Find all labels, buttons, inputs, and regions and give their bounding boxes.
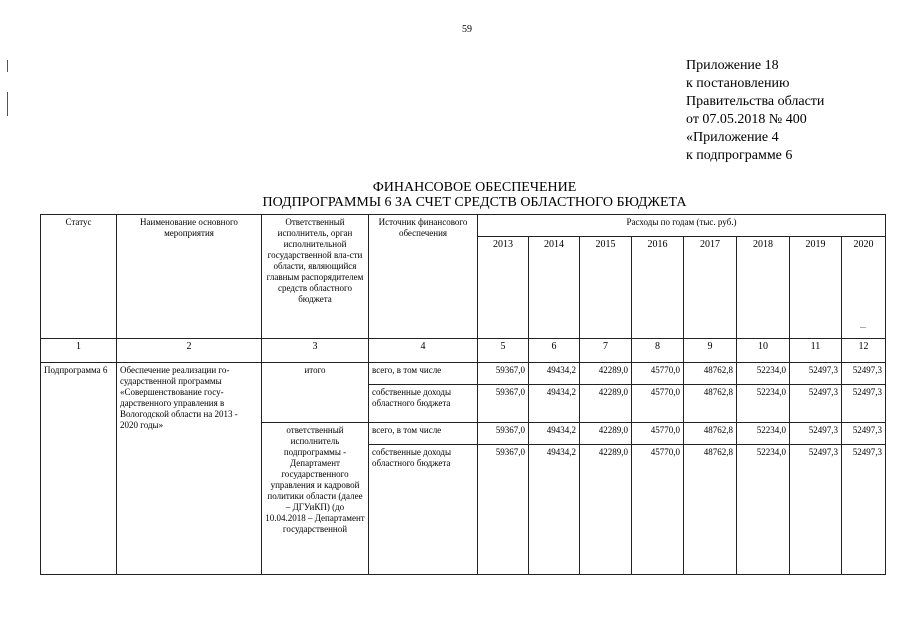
scan-margin-mark bbox=[7, 60, 8, 72]
column-number: 10 bbox=[737, 339, 790, 363]
document-subtitle: ПОДПРОГРАММЫ 6 ЗА СЧЕТ СРЕДСТВ ОБЛАСТНОГО БЮДЖЕТА bbox=[262, 195, 687, 210]
column-number: 5 bbox=[478, 339, 529, 363]
value-cell: 52497,3 bbox=[842, 363, 886, 385]
appendix-line: к постановлению bbox=[686, 76, 790, 91]
value-cell: 45770,0 bbox=[632, 445, 684, 575]
value-cell: 49434,2 bbox=[529, 445, 580, 575]
value-cell: 42289,0 bbox=[580, 445, 632, 575]
value-cell: 42289,0 bbox=[580, 363, 632, 385]
header-source: Источник финансового обеспечения bbox=[369, 215, 478, 339]
value-cell: 52497,3 bbox=[790, 423, 842, 445]
header-year: 2016 bbox=[632, 237, 684, 339]
value-cell: 52497,3 bbox=[842, 423, 886, 445]
value-cell: 52497,3 bbox=[790, 363, 842, 385]
executor-total-cell: итого bbox=[262, 363, 369, 423]
column-number: 7 bbox=[580, 339, 632, 363]
header-year: 2019 bbox=[790, 237, 842, 339]
column-number-row bbox=[41, 339, 886, 363]
header-year: 2018 bbox=[737, 237, 790, 339]
budget-table bbox=[40, 214, 886, 575]
header-event: Наименование основного мероприятия bbox=[117, 215, 262, 339]
value-cell: 48762,8 bbox=[684, 363, 737, 385]
source-cell: всего, в том числе bbox=[369, 363, 478, 385]
value-cell: 52497,3 bbox=[790, 385, 842, 423]
scan-mark bbox=[860, 327, 866, 328]
value-cell: 49434,2 bbox=[529, 385, 580, 423]
value-cell: 42289,0 bbox=[580, 385, 632, 423]
value-cell: 52497,3 bbox=[842, 385, 886, 423]
value-cell: 52497,3 bbox=[842, 445, 886, 575]
value-cell: 59367,0 bbox=[478, 423, 529, 445]
table-row bbox=[41, 363, 886, 385]
value-cell: 52497,3 bbox=[790, 445, 842, 575]
column-number: 3 bbox=[262, 339, 369, 363]
value-cell: 49434,2 bbox=[529, 363, 580, 385]
value-cell: 59367,0 bbox=[478, 445, 529, 575]
value-cell: 45770,0 bbox=[632, 385, 684, 423]
source-cell: всего, в том числе bbox=[369, 423, 478, 445]
source-cell: собственные доходы областного бюджета bbox=[369, 385, 478, 423]
header-year: 2013 bbox=[478, 237, 529, 339]
appendix-line: «Приложение 4 bbox=[686, 130, 779, 145]
column-number: 2 bbox=[117, 339, 262, 363]
column-number: 12 bbox=[842, 339, 886, 363]
header-year: 2017 bbox=[684, 237, 737, 339]
event-cell: Обеспечение реализации го-сударственной программы «Совершенствование госу-дарственного управления в Вологодской области на 2013 - 2020 годы» bbox=[117, 363, 262, 575]
value-cell: 52234,0 bbox=[737, 445, 790, 575]
appendix-line: Приложение 18 bbox=[686, 58, 779, 73]
source-cell: собственные доходы областного бюджета bbox=[369, 445, 478, 575]
column-number: 6 bbox=[529, 339, 580, 363]
header-executor: Ответственный исполнитель, орган исполнительной государственной вла-сти области, являющийся главным распорядителем средств областного бюджета bbox=[262, 215, 369, 339]
column-number: 11 bbox=[790, 339, 842, 363]
value-cell: 52234,0 bbox=[737, 423, 790, 445]
header-status: Статус bbox=[41, 215, 117, 339]
value-cell: 49434,2 bbox=[529, 423, 580, 445]
appendix-line: от 07.05.2018 № 400 bbox=[686, 112, 807, 127]
status-cell: Подпрограмма 6 bbox=[41, 363, 117, 575]
column-number: 1 bbox=[41, 339, 117, 363]
value-cell: 45770,0 bbox=[632, 363, 684, 385]
column-number: 4 bbox=[369, 339, 478, 363]
header-expenses: Расходы по годам (тыс. руб.) bbox=[478, 215, 886, 237]
column-number: 9 bbox=[684, 339, 737, 363]
value-cell: 52234,0 bbox=[737, 363, 790, 385]
header-year: 2015 bbox=[580, 237, 632, 339]
scan-margin-mark bbox=[7, 92, 8, 116]
value-cell: 59367,0 bbox=[478, 363, 529, 385]
header-year: 2020 bbox=[842, 237, 886, 339]
column-number: 8 bbox=[632, 339, 684, 363]
header-year: 2014 bbox=[529, 237, 580, 339]
executor-responsible-cell: ответственный исполнитель подпрограммы - Департамент государственного управления и кадровой политики области (далее – ДГУиКП) (до 10.04.2018 – Департамент государственной bbox=[262, 423, 369, 575]
value-cell: 48762,8 bbox=[684, 385, 737, 423]
value-cell: 45770,0 bbox=[632, 423, 684, 445]
value-cell: 48762,8 bbox=[684, 445, 737, 575]
value-cell: 42289,0 bbox=[580, 423, 632, 445]
appendix-block bbox=[686, 57, 824, 165]
document-title: ФИНАНСОВОЕ ОБЕСПЕЧЕНИЕ bbox=[372, 180, 577, 195]
page-number: 59 bbox=[462, 24, 472, 35]
value-cell: 52234,0 bbox=[737, 385, 790, 423]
appendix-line: к подпрограмме 6 bbox=[686, 148, 793, 163]
value-cell: 48762,8 bbox=[684, 423, 737, 445]
appendix-line: Правительства области bbox=[686, 94, 825, 109]
value-cell: 59367,0 bbox=[478, 385, 529, 423]
